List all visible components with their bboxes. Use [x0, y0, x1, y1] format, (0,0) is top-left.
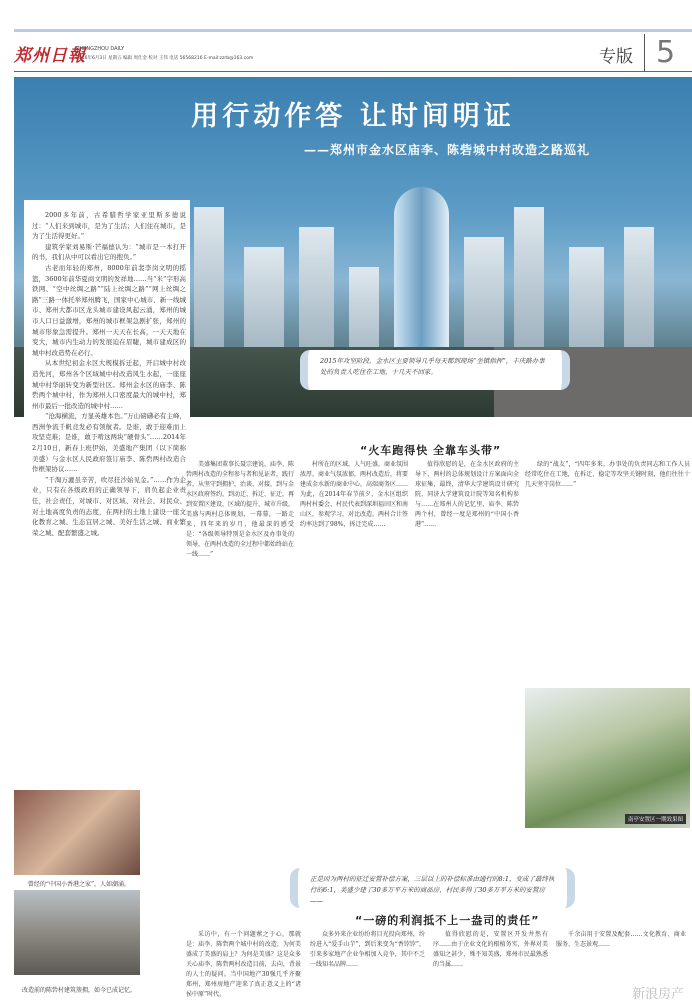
text-column: 值得欣慰的是，在金水区政府的主导下，两村的总体规划设计方案面向全球征集，最终，清华大学建筑设计研究院、同济大学建筑设计院等知名机构参与……在郑州人的记忆里，庙李、陈砦两个村，曾经一度是郑州的“中国小香港”……: [415, 461, 519, 528]
resettlement-render: [525, 688, 690, 828]
paragraph: 2000多年前，古希腊哲学家亚里斯多德说过：“人们来到城市，是为了生活；人们住在城市，是为了生活得更好。”: [32, 211, 186, 241]
photo-caption: 改造前的陈砦村建筑簇拥，如今已成记忆。: [21, 987, 136, 994]
page-title: 用行动作答 让时间明证: [191, 101, 515, 132]
section-label: 专版: [599, 47, 633, 67]
paragraph: 建筑学家刘易斯·芒福德认为：“城市是一本打开的书，我们从中可以看出它的抱负。”: [32, 242, 186, 262]
left-column: [24, 200, 190, 840]
text-column: 千余亩用于安置及配套……文化教育、商业服务、生态景观……: [556, 931, 686, 948]
section-heading: “一磅的利润抵不上一盎司的责任”: [355, 914, 540, 927]
paragraph: 从本世纪初金水区大规模拆迁起，开启城中村改造先河，郑州各个区域城中村改造风生水起，一座座城中村华丽转变为新型社区。郑州金水区的庙李、陈砦两个城中村，作为郑州人口密度最大的城中村，郑州市最后一批改造的城中村……: [32, 359, 186, 410]
masthead-info: 2016年6月3日 星期五 编辑 周仕金 校对 王伟 电话 56568216 E-mail:zzrb@163.com: [76, 56, 254, 61]
page-subtitle: ——郑州市金水区庙李、陈砦城中村改造之路巡礼: [304, 143, 591, 157]
text-column: 众多外来企业纷纷将目光投向郑州，纷纷进入“爱手山芋”，到后来变为“香饽饽”，引来多家地产企业争相加入竞争，其中不乏一线知名品牌……: [310, 931, 425, 968]
divider: [644, 34, 645, 72]
pull-quote: 2015年攻坚阶段，金水区主要领导几乎每天都到现场“坐镇指挥”，丰庆路办事处的负责人吃住在工地，十几天不回家。: [300, 350, 570, 390]
masthead: [14, 34, 692, 72]
page-number: 5: [656, 35, 676, 70]
section-heading: “火车跑得快 全靠车头带”: [360, 444, 502, 457]
text-column: 村所在的区域，人气旺盛，商业氛围浓厚，商业气氛浓郁，两村改造后，将要建成金水新的商业中心，高端商务区……为此，在2014年春节前夕，金水区组织两村村委会、村民代表到深圳福田区和南山区，参观学习，对比改造。两村合计签约率达到了98%，拆迁完成……: [300, 461, 408, 528]
pull-quote: 正是因为两村的征迁安置补偿方案，三层以上的补偿标准由通行的8:1，变成了最终执行的6:1，美盛少建了30多万平方米的商品房，村民多得了30多万平方米的安置房——: [290, 868, 575, 908]
text-column: 采访中，有一个问题萦之于心，那就是：庙李、陈砦两个城中村的改造，为何美盛成了美盛的肩上？为何是美盛？这是众多关心庙李、陈砦两村改造目前，去向，背景的人士的疑问。当中国地产30强几乎齐聚郑州，郑州房地产迎来了真正意义上的“诸侯中原”时代。: [186, 931, 301, 998]
paragraph: “沧海横流，方显英雄本色。”万山磅礴必有主峰，西洲争流千帆竞发必有领航者。是谁，敢于迎难而上攻坚克难；是谁，敢于啃这两块“硬骨头”……2014年2月10日，新春上班伊始，美盛地产集团（以下简称美盛）与金水区人民政府签订庙李、陈砦两村改造合作框架协议……: [32, 412, 186, 474]
text-column: 值得欣慰的是，安置区开发井然有序……由于企业文化的根植务实，外界对美盛知之甚少，殊不知美盛，郑州市民最熟悉的当属……: [433, 931, 548, 968]
photo-caption: 曾经的“中国小香港之家”，人如潮涌。: [27, 881, 131, 888]
street-photo: [14, 790, 140, 875]
masthead-english: ZHENGZHOU DAILY: [76, 46, 125, 52]
watermark: 新浪房产: [631, 987, 684, 1002]
text-column: 美盛集团董事长聂宗建说，庙李、陈砦两村改造的全程参与者和见证者，践行者，从坚守到拥护，治谈、对接，到与金水区政府签约，到动迁、拆迁、征迁，再到安置区建设，区域的提升、城市升级，美盛与两村总体规划，一幕幕，一路走来，四年来的岁月，他最深的感受是：“各级领导特别是金水区及办事处的领导，在两村改造的全过程中都始终站在一线……”: [186, 461, 294, 558]
village-photo: [14, 890, 140, 975]
paragraph: 古老而年轻的郑州，8000年前裴李岗文明的摇篮，3600年前华夏商文明的发祥地……当“米”字形高铁网、“空中丝绸之路”“陆上丝绸之路”“网上丝绸之路”三路一体托举郑州腾飞，国家中心城市、新一线城市、郑州大都市区龙头城市建设风起云涌，郑州的城市人口日益激增，郑州的城市框架急剧扩张，郑州的城市形象急需提升。郑州一天天在长高，一天天地在变大，城市内生动力的发展迫在眉睫，城市建成区的城中村改造势在必行。: [32, 263, 186, 357]
top-rule: [14, 29, 692, 32]
newspaper-logo: 郑州日報: [14, 46, 86, 66]
paragraph: “千淘万漉虽辛苦，吹尽狂沙始见金。”……作为企业，只有在各级政府的正确领导下，肩负起企业责任，社会责任，对城市、对区域、对社会、对民众、对土地高度负责的态度，在两村的土地上建设一座文化教育之城、生态宜居之城、美好生活之城、商业繁荣之城、配套繁盛之城。: [32, 475, 186, 537]
render-caption: 南亭安置区一期效果图: [625, 814, 686, 824]
text-column: 绿的“战友”，“四年多来，办事处的负责同志和工作人员经常吃住在工地，在拆迁、稳定等攻坚关键时刻，他们往往十几天坚守岗位……”: [525, 461, 690, 488]
